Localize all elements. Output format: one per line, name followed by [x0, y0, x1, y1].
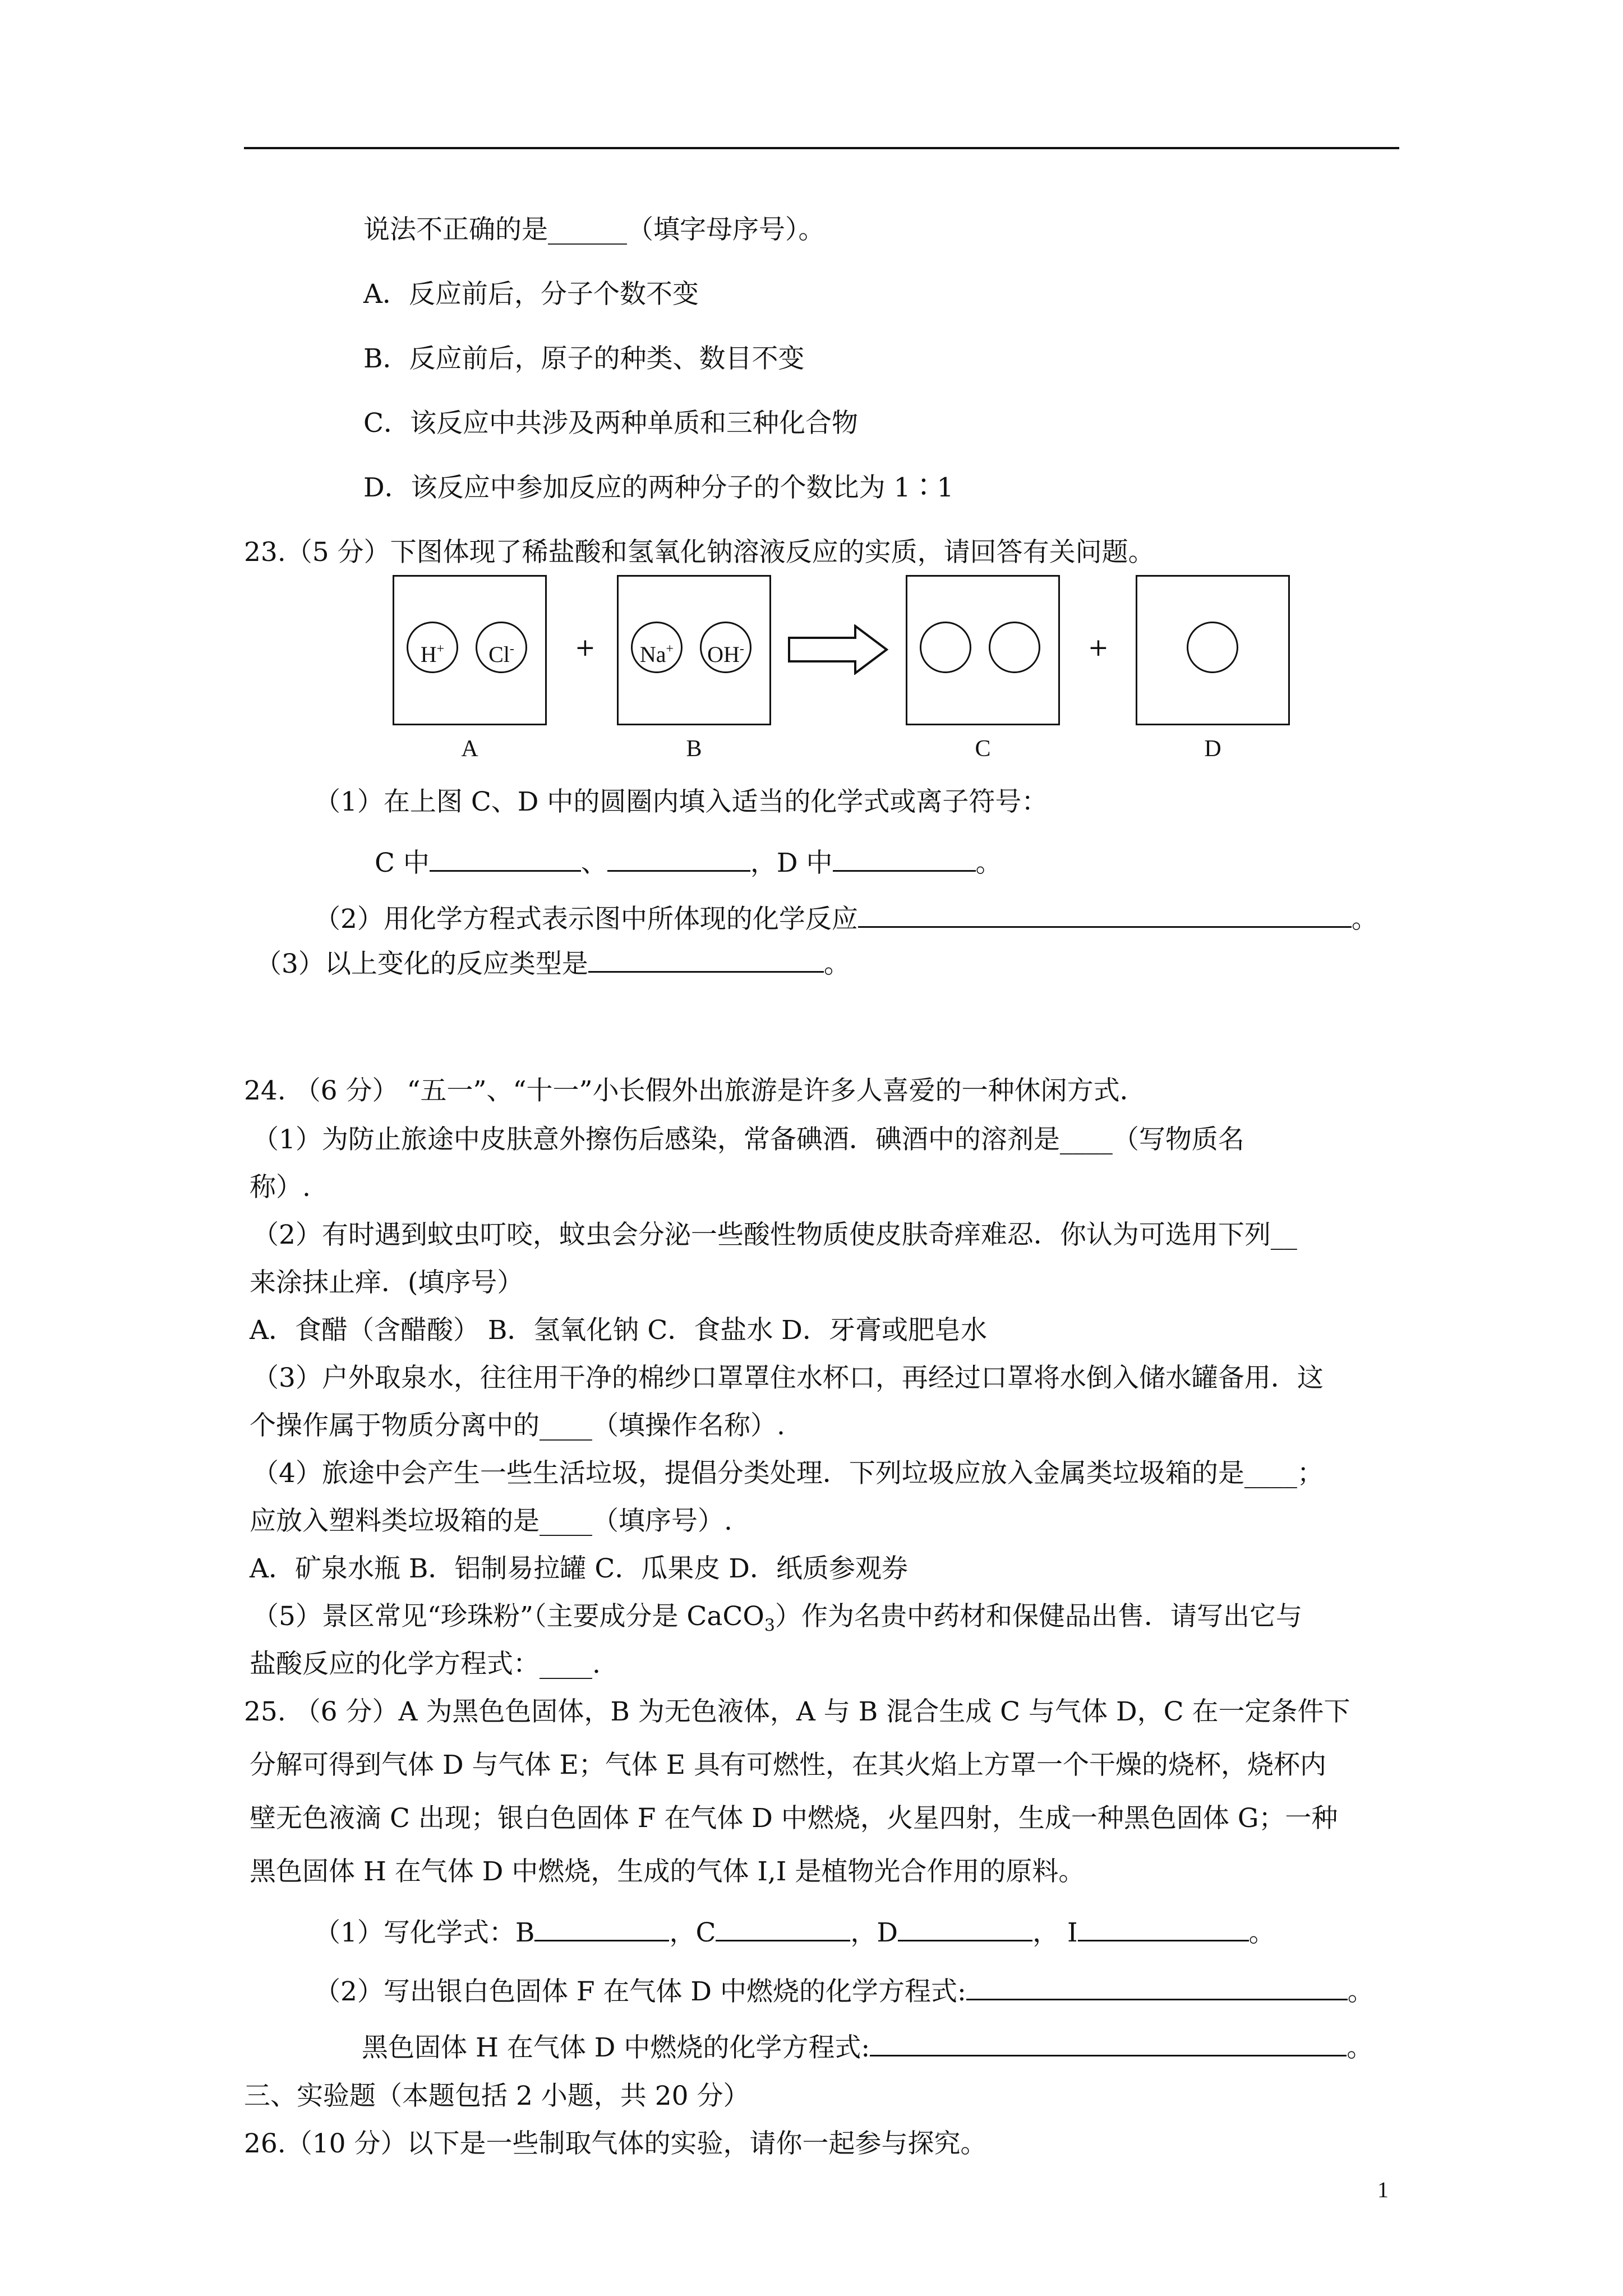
diagram-box-d: [1136, 575, 1290, 725]
q26-stem: 26.（10 分）以下是一些制取气体的实验，请你一起参与探究。: [244, 2128, 987, 2159]
q24-part1: （1）为防止旅途中皮肤意外擦伤后感染，常备碘酒．碘酒中的溶剂是____（写物质名: [252, 1124, 1244, 1155]
q22-option-d: D．该反应中参加反应的两种分子的个数比为 1∶1: [363, 472, 954, 503]
q25-part2-second-text: 黑色固体 H 在气体 D 中燃烧的化学方程式:: [362, 2032, 870, 2063]
blank-d: [833, 844, 976, 872]
label-d: D: [1204, 736, 1221, 762]
q22-option-c: C．该反应中共涉及两种单质和三种化合物: [363, 408, 858, 439]
q23-end: 。: [975, 848, 1002, 878]
ion-oh-symbol: OH: [707, 642, 740, 667]
q23-sep: 、: [580, 848, 607, 878]
q23-part3: [255, 945, 850, 981]
q23-part2: [314, 900, 1378, 936]
label-c: C: [975, 736, 991, 762]
blank-d-formula: [898, 1914, 1032, 1941]
ion-oh-charge: -: [739, 642, 744, 656]
ion-circle-cl: [476, 622, 527, 673]
q25-stem-4: 黑色固体 H 在气体 D 中燃烧，生成的气体 I,I 是植物光合作用的原料。: [250, 1856, 1085, 1887]
reaction-arrow-icon: [788, 624, 889, 675]
empty-circle-c2: [989, 622, 1040, 673]
q25-part2-second-end: 。: [1347, 2032, 1373, 2063]
q25-part1-i: ， I: [1032, 1917, 1078, 1948]
q24-part1-cont: 称）.: [250, 1172, 311, 1203]
q25-part1-c: ，C: [669, 1917, 716, 1948]
q25-part1-d: ，D: [850, 1917, 898, 1948]
q23-part2-text: （2）用化学方程式表示图中所体现的化学反应: [314, 904, 858, 935]
diagram-box-b: [617, 575, 771, 725]
q24-part5-cont: 盐酸反应的化学方程式：____.: [250, 1649, 601, 1680]
subscript-3: 3: [764, 1616, 775, 1636]
q24-part4-options: A．矿泉水瓶 B．铝制易拉罐 C．瓜果皮 D．纸质参观券: [250, 1553, 908, 1584]
q25-part2: [314, 1973, 1374, 2009]
blank-b: [534, 1914, 669, 1941]
ion-na-charge: +: [666, 642, 674, 656]
q24-part5-text-a: （5）景区常见“珍珠粉”（主要成分是 CaCO: [252, 1601, 764, 1632]
q24-stem: 24. （6 分） “五一”、“十一”小长假外出旅游是许多人喜爱的一种休闲方式．: [244, 1075, 1146, 1106]
q22-line-1: 说法不正确的是______（填字母序号）。: [363, 214, 825, 245]
q24-part4-cont: 应放入塑料类垃圾箱的是____（填序号）.: [250, 1506, 732, 1536]
q24-part3-cont: 个操作属于物质分离中的____（填操作名称）.: [250, 1410, 785, 1441]
q23-part1: （1）在上图 C、D 中的圆圈内填入适当的化学式或离子符号：: [314, 786, 1048, 817]
blank-i: [1078, 1914, 1249, 1941]
plus-sign-2: +: [1088, 633, 1109, 662]
q25-stem-3: 壁无色液滴 C 出现；银白色固体 F 在气体 D 中燃烧，火星四射，生成一种黑色固体 G；一种: [250, 1803, 1338, 1834]
q25-part2-end: 。: [1347, 1976, 1374, 2007]
plus-sign-1: +: [575, 633, 596, 662]
empty-circle-c1: [920, 622, 971, 673]
q24-part5-text-b: ）作为名贵中药材和保健品出售．请写出它与: [774, 1601, 1302, 1632]
diagram-box-a: [393, 575, 547, 725]
ion-reaction-diagram: [393, 575, 1290, 766]
blank-h-equation: [870, 2029, 1347, 2056]
q25-stem-2: 分解可得到气体 D 与气体 E；气体 E 具有可燃性，在其火焰上方罩一个干燥的烧杯，烧杯内: [250, 1750, 1326, 1780]
q22-option-b: B．反应前后，原子的种类、数目不变: [363, 343, 805, 374]
q23-part3-text: （3）以上变化的反应类型是: [255, 949, 588, 979]
q23-stem: 23.（5 分）下图体现了稀盐酸和氢氧化钠溶液反应的实质，请回答有关问题。: [244, 537, 1155, 568]
q24-part2-cont: 来涂抹止痒．(填序号）: [250, 1267, 524, 1298]
label-b: B: [686, 736, 702, 762]
q23-part2-end: 。: [1351, 904, 1378, 935]
q25-part2-text: （2）写出银白色固体 F 在气体 D 中燃烧的化学方程式:: [314, 1976, 966, 2007]
q25-part1-end: 。: [1248, 1917, 1275, 1948]
q23-c-label: C 中: [375, 848, 430, 878]
blank-f-equation: [966, 1973, 1348, 2000]
ion-cl-charge: -: [509, 642, 514, 656]
q24-part5: [252, 1600, 1302, 1642]
diagram-box-c: [906, 575, 1060, 725]
q23-part1-answer-line: [375, 844, 1002, 880]
q24-part4: （4）旅途中会产生一些生活垃圾，提倡分类处理．下列垃圾应放入金属类垃圾箱的是____；: [252, 1458, 1324, 1489]
q23-d-label: ，D 中: [750, 848, 833, 878]
q25-part1-b: （1）写化学式：B: [314, 1917, 535, 1948]
blank-c2: [607, 844, 750, 872]
label-a: A: [461, 736, 478, 762]
ion-h-symbol: H: [420, 642, 437, 667]
ion-circle-h: [407, 622, 458, 673]
q23-part3-end: 。: [823, 949, 850, 979]
q24-part2: （2）有时遇到蚊虫叮咬，蚊虫会分泌一些酸性物质使皮肤奇痒难忍．你认为可选用下列__: [252, 1220, 1297, 1250]
blank-c1: [430, 844, 581, 872]
q25-stem-1: 25. （6 分）A 为黑色色固体，B 为无色液体，A 与 B 混合生成 C 与气体 D，C 在一定条件下: [244, 1696, 1350, 1727]
ion-circle-oh: [700, 622, 751, 673]
blank-c: [716, 1914, 850, 1941]
ion-h-charge: +: [436, 642, 445, 656]
ion-na-symbol: Na: [639, 642, 666, 667]
blank-equation: [858, 900, 1352, 928]
ion-cl-symbol: Cl: [488, 642, 510, 667]
empty-circle-d: [1187, 622, 1238, 673]
header-rule: [244, 147, 1399, 149]
q25-part2-second: [362, 2029, 1373, 2065]
ion-circle-na: [631, 622, 683, 673]
section-three-heading: 三、实验题（本题包括 2 小题，共 20 分）: [244, 2081, 750, 2111]
blank-reaction-type: [588, 945, 824, 973]
q25-part1: [314, 1914, 1275, 1950]
q24-part3: （3）户外取泉水，往往用干净的棉纱口罩罩住水杯口，再经过口罩将水倒入储水罐备用．这: [252, 1363, 1324, 1393]
page-number: 1: [1377, 2177, 1389, 2202]
q24-part2-options: A．食醋（含醋酸） B．氢氧化钠 C．食盐水 D．牙膏或肥皂水: [250, 1315, 987, 1346]
q22-option-a: A．反应前后，分子个数不变: [363, 279, 699, 310]
